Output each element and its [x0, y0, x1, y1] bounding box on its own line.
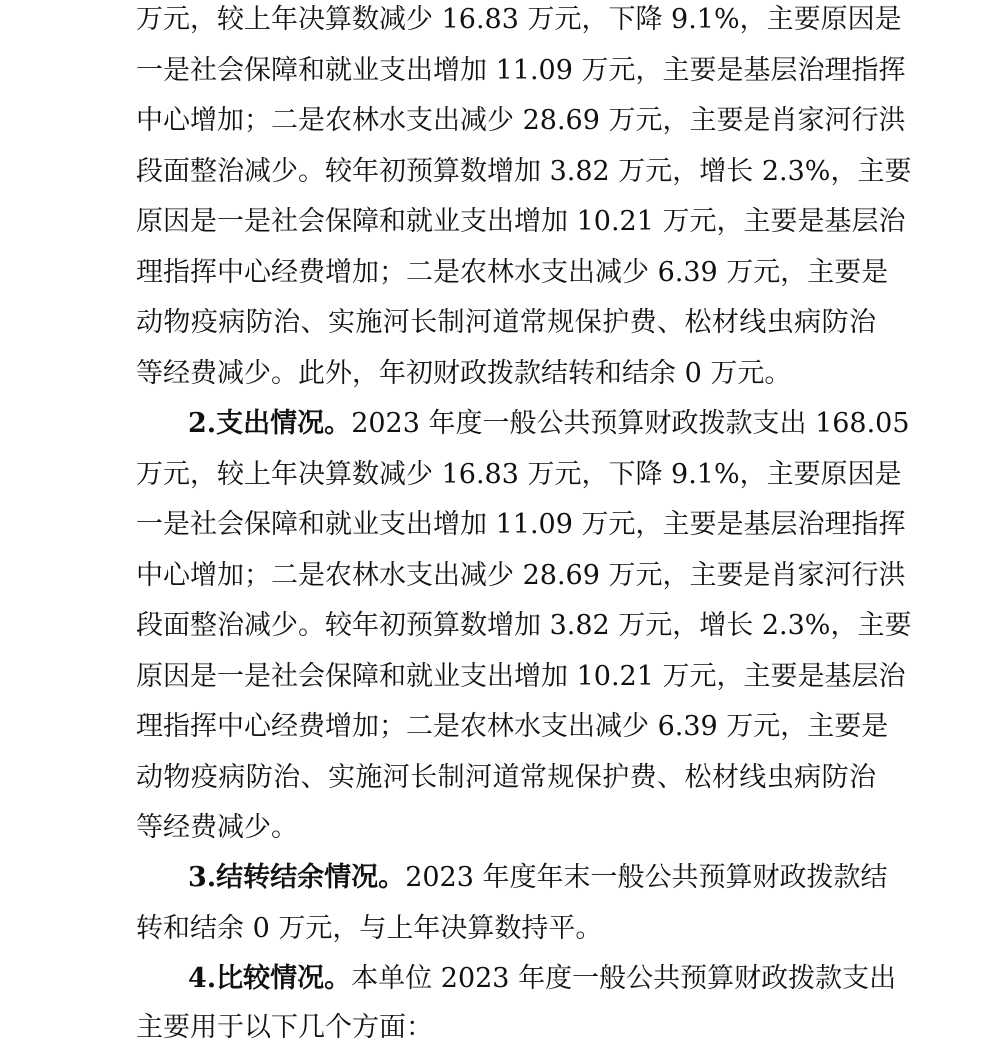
- paragraph-line: 等经费减少。此外，年初财政拨款结转和结余 0 万元。: [136, 358, 792, 389]
- section-2-line: 理指挥中心经费增加；二是农林水支出减少 6.39 万元，主要是: [136, 711, 889, 742]
- paragraph-line: 段面整治减少。较年初预算数增加 3.82 万元，增长 2.3%，主要: [136, 156, 912, 187]
- section-3-heading: 3.结转结余情况。: [188, 862, 406, 893]
- section-2-line: 段面整治减少。较年初预算数增加 3.82 万元，增长 2.3%，主要: [136, 610, 912, 641]
- section-2-first-line: [188, 404, 910, 444]
- section-3-first-line: [188, 858, 888, 898]
- section-2-line: 一是社会保障和就业支出增加 11.09 万元，主要是基层治理指挥: [136, 509, 906, 540]
- section-2-line: 中心增加；二是农林水支出减少 28.69 万元，主要是肖家河行洪: [136, 560, 906, 591]
- section-3-first-line-text: 2023 年度年末一般公共预算财政拨款结: [405, 862, 888, 893]
- section-4-first-line: [188, 959, 897, 999]
- section-2-heading: 2.支出情况。: [188, 408, 352, 439]
- section-4-first-line-text: 本单位 2023 年度一般公共预算财政拨款支出: [351, 963, 897, 994]
- paragraph-line: 万元，较上年决算数减少 16.83 万元，下降 9.1%，主要原因是: [136, 4, 902, 35]
- section-2-line: 等经费减少。: [136, 812, 298, 843]
- section-4-line: 主要用于以下几个方面：: [136, 1012, 433, 1043]
- paragraph-line: 一是社会保障和就业支出增加 11.09 万元，主要是基层治理指挥: [136, 55, 906, 86]
- section-2-line: 动物疫病防治、实施河长制河道常规保护费、松材线虫病防治: [136, 762, 876, 793]
- paragraph-line: 中心增加；二是农林水支出减少 28.69 万元，主要是肖家河行洪: [136, 105, 906, 136]
- paragraph-line: 动物疫病防治、实施河长制河道常规保护费、松材线虫病防治: [136, 307, 876, 338]
- section-2-line: 原因是一是社会保障和就业支出增加 10.21 万元，主要是基层治: [136, 661, 906, 692]
- section-3-line: 转和结余 0 万元，与上年决算数持平。: [136, 913, 603, 944]
- section-2-first-line-text: 2023 年度一般公共预算财政拨款支出 168.05: [351, 408, 910, 439]
- section-2-line: 万元，较上年决算数减少 16.83 万元，下降 9.1%，主要原因是: [136, 459, 902, 490]
- section-4-heading: 4.比较情况。: [188, 963, 352, 994]
- paragraph-line: 理指挥中心经费增加；二是农林水支出减少 6.39 万元，主要是: [136, 257, 889, 288]
- paragraph-line: 原因是一是社会保障和就业支出增加 10.21 万元，主要是基层治: [136, 206, 906, 237]
